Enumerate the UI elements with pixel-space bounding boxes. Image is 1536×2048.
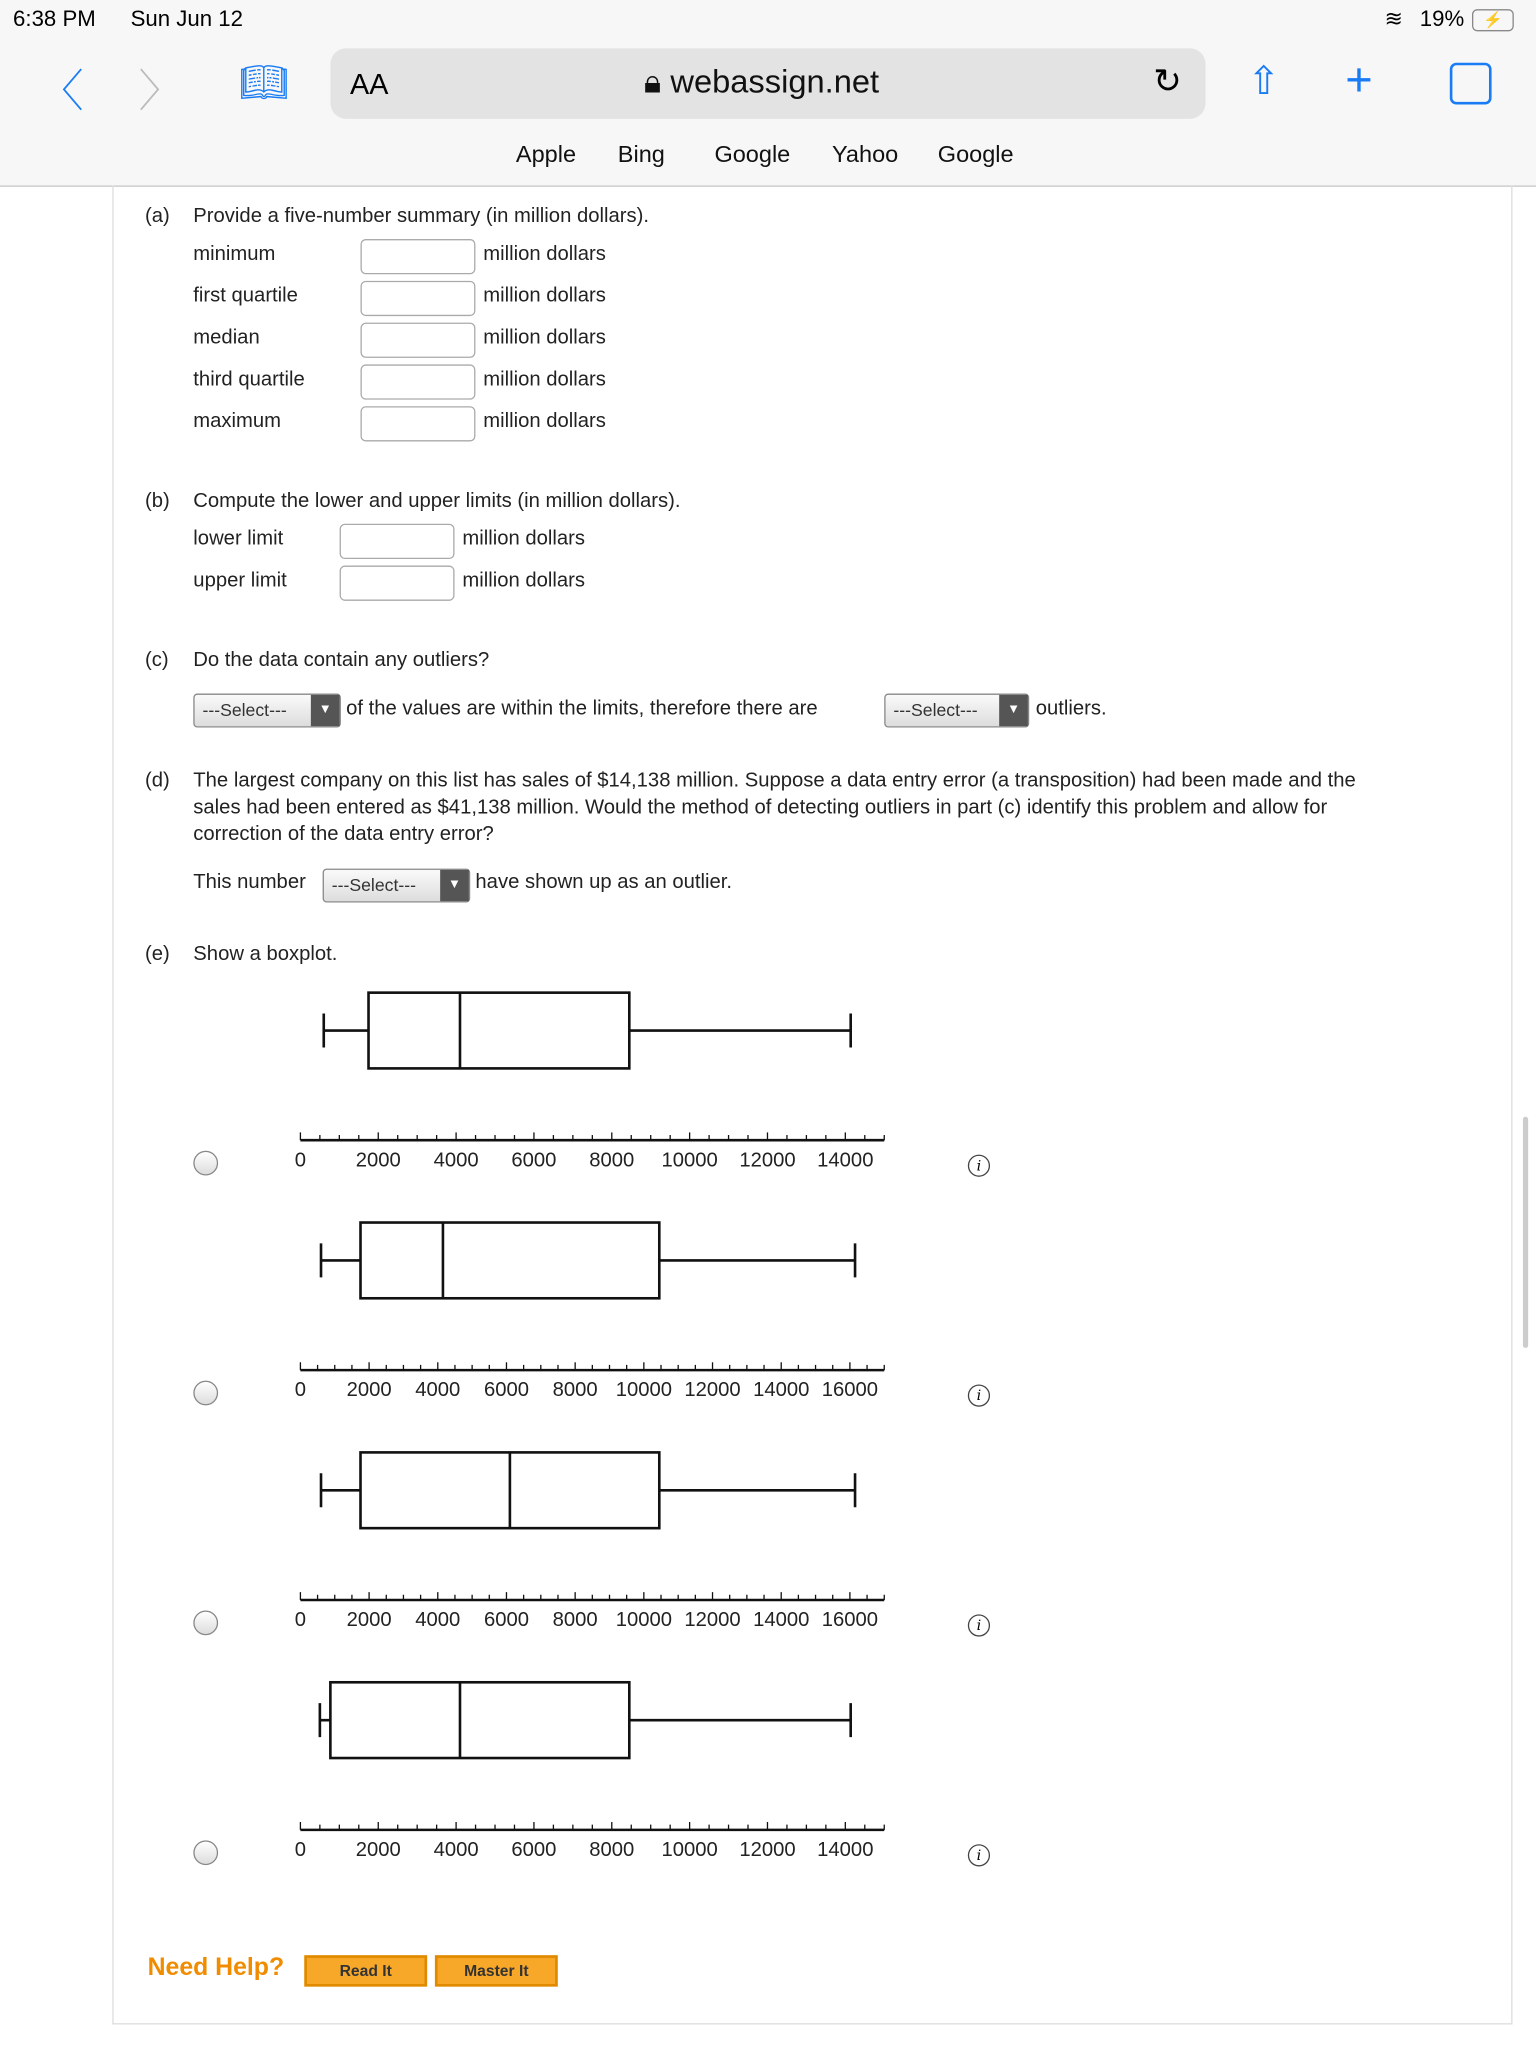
browser-chrome xyxy=(0,0,1536,187)
tick-label: 10000 xyxy=(661,1149,718,1169)
tick-label: 6000 xyxy=(511,1149,557,1169)
outlier-presence-select[interactable] xyxy=(884,694,1029,728)
bookmarks-icon[interactable]: 📖︎ xyxy=(239,61,289,105)
tick-label: 4000 xyxy=(415,1609,461,1629)
part-d-post: have shown up as an outlier. xyxy=(475,871,733,894)
unit-label: million dollars xyxy=(483,284,606,307)
median-input[interactable] xyxy=(360,323,475,358)
tick-label: 2000 xyxy=(355,1149,401,1169)
wifi-icon: ≋ xyxy=(1384,6,1404,32)
boxplot-3 xyxy=(261,1433,914,1629)
tick-label: 14000 xyxy=(753,1379,810,1399)
unit-label: million dollars xyxy=(483,368,606,391)
boxplot-option-radio[interactable] xyxy=(193,1610,218,1635)
row-label: first quartile xyxy=(193,284,298,307)
upper-limit-input[interactable] xyxy=(340,566,455,601)
boxplot-4 xyxy=(261,1663,914,1859)
dropdown-arrow-icon: ▼ xyxy=(311,695,340,726)
info-icon[interactable]: i xyxy=(968,1844,990,1866)
part-d-label: (d) xyxy=(144,769,170,792)
part-c-end-text: outliers. xyxy=(1035,697,1107,720)
tick-label: 8000 xyxy=(589,1149,635,1169)
tick-label: 14000 xyxy=(753,1609,810,1629)
info-icon[interactable]: i xyxy=(968,1384,990,1406)
reader-aa-button[interactable]: AA xyxy=(350,67,389,101)
outlier-count-select[interactable] xyxy=(193,694,341,728)
battery-charging-icon: ⚡ xyxy=(1472,9,1514,31)
tick-label: 8000 xyxy=(552,1379,598,1399)
tick-label: 12000 xyxy=(684,1609,741,1629)
part-c-label: (c) xyxy=(144,649,169,672)
outlier-would-select[interactable] xyxy=(323,869,471,903)
favorite-google-2[interactable]: Google xyxy=(937,141,1014,168)
row-label: maximum xyxy=(193,410,282,433)
forward-icon[interactable]: 〉 xyxy=(138,66,183,117)
unit-label: million dollars xyxy=(483,242,606,266)
tick-label: 2000 xyxy=(346,1609,392,1629)
part-c-prompt: Do the data contain any outliers? xyxy=(193,649,490,672)
tick-label: 8000 xyxy=(589,1838,635,1859)
url: webassign.net xyxy=(670,63,880,101)
need-help-label: Need Help? xyxy=(147,1953,285,1982)
unit-label: million dollars xyxy=(462,527,586,550)
read-it-button[interactable]: Read It xyxy=(304,1955,427,1986)
unit-label: million dollars xyxy=(483,326,606,349)
favorite-yahoo[interactable]: Yahoo xyxy=(831,141,899,168)
select-value: ---Select--- xyxy=(893,700,978,720)
tick-label: 0 xyxy=(294,1149,307,1169)
row-label: minimum xyxy=(193,242,276,266)
part-d-pre: This number xyxy=(193,871,306,894)
tick-label: 4000 xyxy=(415,1379,461,1399)
tick-label: 8000 xyxy=(552,1609,598,1629)
part-e-label: (e) xyxy=(144,943,170,966)
first-quartile-input[interactable] xyxy=(360,281,475,316)
part-b-prompt: Compute the lower and upper limits (in million dollars). xyxy=(193,489,681,512)
dropdown-arrow-icon: ▼ xyxy=(999,695,1028,726)
address-bar[interactable] xyxy=(330,48,1205,119)
row-label: third quartile xyxy=(193,368,305,391)
row-label: upper limit xyxy=(193,569,287,592)
boxplot-option-radio[interactable] xyxy=(193,1381,218,1406)
url-text: 🔒︎ webassign.net xyxy=(643,63,880,101)
dropdown-arrow-icon: ▼ xyxy=(440,870,469,901)
tick-label: 16000 xyxy=(821,1609,879,1629)
select-value: ---Select--- xyxy=(202,700,287,720)
row-label: lower limit xyxy=(193,527,284,550)
boxplot-option-radio[interactable] xyxy=(193,1151,218,1176)
part-a-prompt: Provide a five-number summary (in million dollars). xyxy=(193,205,649,228)
boxplot-option-radio[interactable] xyxy=(193,1840,218,1865)
tick-label: 2000 xyxy=(355,1838,401,1859)
status-time: 6:38 PM xyxy=(13,6,96,32)
tick-label: 2000 xyxy=(346,1379,392,1399)
tick-label: 12000 xyxy=(684,1379,741,1399)
battery-percent: 19% xyxy=(1419,6,1465,32)
select-value: ---Select--- xyxy=(331,875,416,895)
new-tab-icon[interactable]: + xyxy=(1345,52,1373,106)
tick-label: 4000 xyxy=(433,1838,479,1859)
tick-label: 0 xyxy=(294,1379,307,1399)
tick-label: 6000 xyxy=(483,1609,529,1629)
tick-label: 12000 xyxy=(739,1838,796,1859)
tick-label: 4000 xyxy=(433,1149,479,1169)
info-icon[interactable]: i xyxy=(968,1155,990,1177)
maximum-input[interactable] xyxy=(360,406,475,441)
tick-label: 10000 xyxy=(661,1838,718,1859)
tick-label: 10000 xyxy=(615,1609,672,1629)
master-it-button[interactable]: Master It xyxy=(435,1955,558,1986)
unit-label: million dollars xyxy=(483,410,606,433)
favorite-apple[interactable]: Apple xyxy=(515,141,577,168)
tick-label: 14000 xyxy=(817,1838,874,1859)
part-d-line1: The largest company on this list has sales of $14,138 million. Suppose a data entry error (a transposition) had been made and the xyxy=(193,769,1356,792)
tick-label: 6000 xyxy=(511,1838,557,1859)
status-date: Sun Jun 12 xyxy=(130,6,243,32)
scrollbar[interactable] xyxy=(1523,1117,1528,1348)
box xyxy=(369,993,630,1069)
tick-label: 12000 xyxy=(739,1149,796,1169)
box xyxy=(361,1223,660,1299)
back-icon[interactable]: 〈 xyxy=(39,66,84,117)
reload-icon[interactable]: ↻ xyxy=(1153,61,1182,101)
part-e-prompt: Show a boxplot. xyxy=(193,943,338,966)
third-quartile-input[interactable] xyxy=(360,364,475,399)
part-a-label: (a) xyxy=(144,205,170,228)
box xyxy=(330,1682,629,1758)
boxplot-1 xyxy=(261,973,914,1169)
tick-label: 0 xyxy=(294,1609,307,1629)
part-d-line2: sales had been entered as $41,138 million. Would the method of detecting outliers in part (c) identify this problem and allow for xyxy=(193,796,1328,819)
share-icon[interactable]: ⇧ xyxy=(1247,60,1281,104)
part-b-label: (b) xyxy=(144,489,170,512)
tick-label: 16000 xyxy=(821,1379,879,1399)
tick-label: 6000 xyxy=(483,1379,529,1399)
boxplot-2 xyxy=(261,1203,914,1399)
row-label: median xyxy=(193,326,260,349)
lower-limit-input[interactable] xyxy=(340,524,455,559)
tabs-icon[interactable] xyxy=(1450,63,1492,105)
info-icon[interactable]: i xyxy=(968,1614,990,1636)
part-c-mid-text: of the values are within the limits, therefore there are xyxy=(346,697,818,720)
tick-label: 14000 xyxy=(817,1149,874,1169)
part-d-line3: correction of the data entry error? xyxy=(193,822,494,846)
tick-label: 10000 xyxy=(615,1379,672,1399)
minimum-input[interactable] xyxy=(360,239,475,274)
favorite-google[interactable]: Google xyxy=(714,141,791,168)
favorite-bing[interactable]: Bing xyxy=(617,141,665,168)
unit-label: million dollars xyxy=(462,569,586,592)
tick-label: 0 xyxy=(294,1838,307,1859)
